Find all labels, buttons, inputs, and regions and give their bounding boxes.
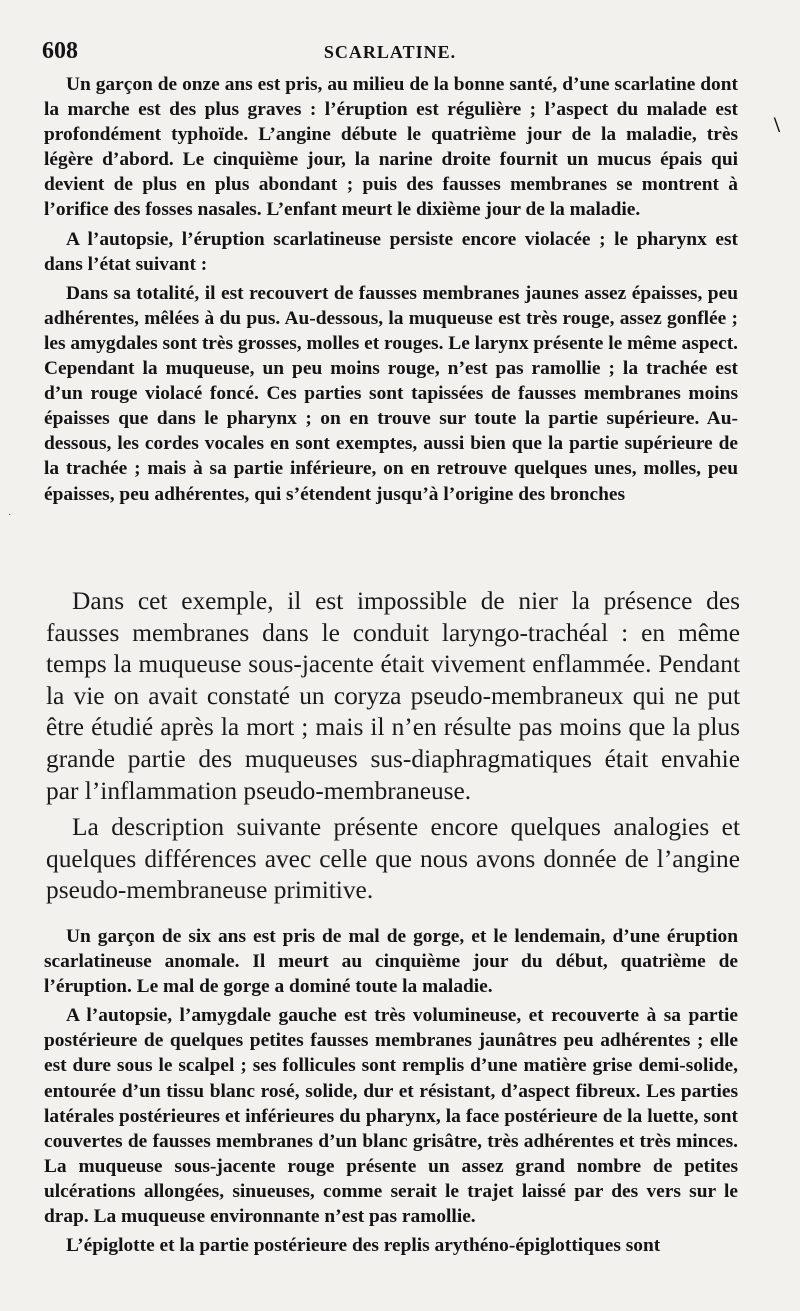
- commentary: [46, 586, 740, 912]
- margin-specks: ·: [8, 510, 12, 521]
- case1-autopsy-paragraph: A l’autopsie, l’éruption scarlatineuse persiste encore violacée ; le pharynx est dans l’état suivant :: [44, 228, 738, 275]
- commentary-paragraph-1: Dans cet exemple, il est impossible de nier la présence des fausses membranes dans le conduit laryngo-trachéal : en même temps la muqueuse sous-jacente était vivement enflammée. Pendant la vie on avait constaté un coryza pseudo-membraneux qui ne put être étudié après la mort ; mais il n’en résulte pas moins que la plus grande partie des muqueuses sus-diaphragmatiques était envahie par l’inflammation pseudo-membraneuse.: [46, 587, 740, 805]
- case1-history-paragraph: Un garçon de onze ans est pris, au milieu de la bonne santé, d’une scarlatine dont la marche est des plus graves : l’éruption est régulière ; l’aspect du malade est profondément typhoïde. L’angine débute le quatrième jour de la maladie, très légère d’abord. Le cinquième jour, la narine droite fournit un mucus épais qui devient de plus en plus abondant ; puis des fausses membranes se montrent à l’orifice des fosses nasales. L’enfant meurt le dixième jour de la maladie.: [44, 74, 738, 221]
- case1-findings-paragraph: Dans sa totalité, il est recouvert de fausses membranes jaunes assez épaisses, peu adhérentes, mêlées à du pus. Au-dessous, la muqueuse est très rouge, assez gonflée ; les amygdales sont très grosses, molles et rouges. Le larynx présente le même aspect. Cependant la muqueuse, un peu moins rouge, n’est pas ramollie ; la trachée est d’un rouge violacé foncé. Ces parties sont tapissées de fausses membranes moins épaisses que dans le pharynx ; on en trouve sur toute la partie supérieure. Au-dessous, les cordes vocales en sont exemptes, aussi bien que la partie supérieure de la trachée ; mais à sa partie inférieure, on en retrouve quelques unes, molles, peu épaisses, peu adhérentes, qui s’étendent jusqu’à l’origine des bronches: [44, 282, 738, 505]
- case-report-1: [44, 72, 738, 511]
- case2-history-paragraph: Un garçon de six ans est pris de mal de gorge, et le lendemain, d’une éruption scarlatineuse anomale. Il meurt au cinquième jour du début, quatrième de l’éruption. Le mal de gorge a dominé toute la maladie.: [44, 926, 738, 998]
- case-report-2: [44, 924, 738, 1262]
- page-header: [42, 38, 738, 68]
- commentary-paragraph-2: La description suivante présente encore quelques analogies et quelques différences avec celle que nous avons donnée de l’angine pseudo-membraneuse primitive.: [46, 813, 740, 905]
- page-number: 608: [42, 38, 78, 64]
- case2-autopsy-paragraph: A l’autopsie, l’amygdale gauche est très volumineuse, et recouverte à sa partie postérieure de quelques petites fausses membranes jaunâtres peu adhérentes ; elle est dure sous le scalpel ; ses follicules sont remplis d’une matière grise demi-solide, entourée d’un tissu blanc rosé, solide, dur et résistant, d’aspect fibreux. Les parties latérales postérieures et inférieures du pharynx, la face postérieure de la luette, sont couvertes de fausses membranes d’un blanc grisâtre, très adhérentes et très minces. La muqueuse sous-jacente rouge présente un assez grand nombre de petites ulcérations allongées, sinueuses, comme serait le trajet laissé par des vers sur le drap. La muqueuse environnante n’est pas ramollie.: [44, 1005, 738, 1228]
- margin-mark: \: [773, 112, 780, 137]
- case2-continued-paragraph: L’épiglotte et la partie postérieure des replis arythéno-épiglottiques sont: [66, 1235, 661, 1257]
- running-title: SCARLATINE.: [323, 42, 457, 62]
